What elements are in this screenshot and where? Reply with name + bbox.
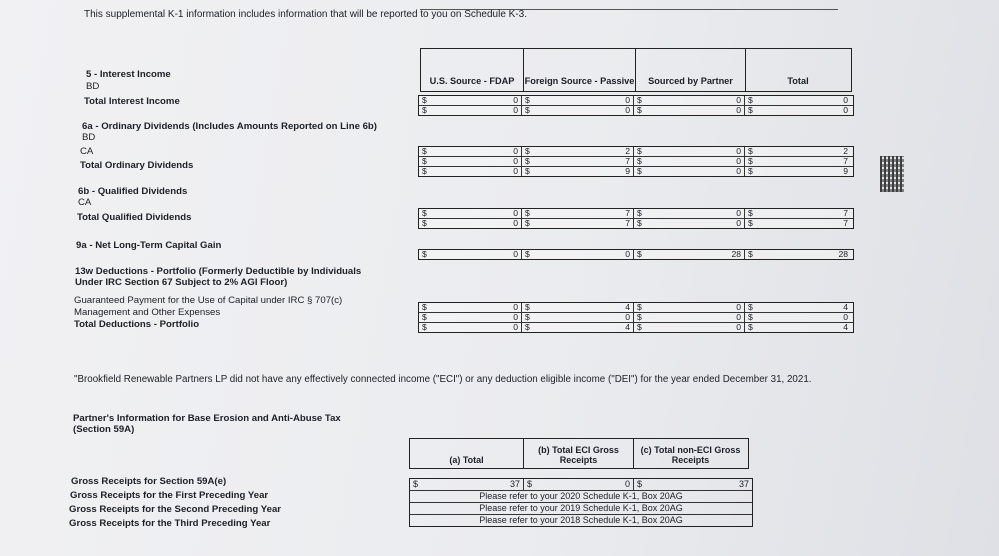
table-cell xyxy=(745,167,851,176)
dollar-sign: $ xyxy=(637,218,642,228)
dollar-sign: $ xyxy=(422,249,427,259)
dollar-sign: $ xyxy=(525,249,530,259)
cell-value: 0 xyxy=(736,105,741,115)
table-cell xyxy=(745,209,851,218)
cell-value: 0 xyxy=(843,105,848,115)
cell-value: 7 xyxy=(625,218,630,228)
cell-value: 0 xyxy=(736,146,741,156)
beat-value-eci: 0 xyxy=(624,479,630,489)
table-cell xyxy=(522,106,634,115)
dollar-sign: $ xyxy=(637,166,642,176)
dollar-sign: $ xyxy=(637,312,642,322)
cell-value: 0 xyxy=(625,249,630,259)
refer-text: Please refer to your 2020 Schedule K-1, Box 20AG xyxy=(479,491,683,501)
table-row xyxy=(419,106,853,115)
dollar-sign: $ xyxy=(422,208,427,218)
dollar-sign: $ xyxy=(748,302,753,312)
cell-value: 0 xyxy=(513,249,518,259)
table-cell xyxy=(745,147,851,156)
deductions-heading-2: Under IRC Section 67 Subject to 2% AGI Floor) xyxy=(75,277,288,288)
dollar-sign: $ xyxy=(422,166,427,176)
beat-table xyxy=(409,478,753,527)
table-cell xyxy=(745,106,851,115)
dividends-bd-label: BD xyxy=(82,132,96,143)
cell-value: 0 xyxy=(513,312,518,322)
dollar-sign: $ xyxy=(748,322,753,332)
cell-value: 9 xyxy=(843,166,848,176)
cell-value: 0 xyxy=(736,312,741,322)
dollar-sign: $ xyxy=(748,208,753,218)
cell-value: 0 xyxy=(736,218,741,228)
deductions-heading-1: 13w Deductions - Portfolio (Formerly Deductible by Individuals xyxy=(75,266,362,277)
refer-text: Please refer to your 2019 Schedule K-1, Box 20AG xyxy=(479,503,683,513)
cell-value: 0 xyxy=(513,105,518,115)
dollar-sign: $ xyxy=(422,322,427,332)
dollar-sign: $ xyxy=(748,166,753,176)
cell-value: 7 xyxy=(625,156,630,166)
table-row xyxy=(419,167,853,176)
cell-value: 7 xyxy=(843,156,848,166)
dollar-sign: $ xyxy=(525,166,530,176)
beat-title-1: Partner's Information for Base Erosion and Anti-Abuse Tax xyxy=(73,413,341,424)
table-cell xyxy=(634,219,745,228)
dollar-sign: $ xyxy=(525,322,530,332)
cell-value: 28 xyxy=(731,249,741,259)
beat-col-non-eci: (c) Total non-ECI Gross Receipts xyxy=(640,445,741,465)
cell-value: 0 xyxy=(736,166,741,176)
dollar-sign: $ xyxy=(748,146,753,156)
table-cell xyxy=(745,250,851,259)
interest-total-label: Total Interest Income xyxy=(84,96,180,107)
table-cell xyxy=(419,157,522,166)
dividends-heading: 6a - Ordinary Dividends (Includes Amounts Reported on Line 6b) xyxy=(82,121,377,132)
table-cell xyxy=(522,147,634,156)
beat-row-label: Gross Receipts for Section 59A(e) xyxy=(71,476,227,487)
dollar-sign: $ xyxy=(748,156,753,166)
dividends-table xyxy=(418,146,854,177)
table-cell xyxy=(634,147,745,156)
qr-code-icon xyxy=(880,156,904,192)
cell-value: 0 xyxy=(736,322,741,332)
dollar-sign: $ xyxy=(637,249,642,259)
dollar-sign: $ xyxy=(413,479,419,489)
dollar-sign: $ xyxy=(525,208,530,218)
cell-value: 0 xyxy=(736,208,741,218)
col-sourced-by-partner: Sourced by Partner xyxy=(636,49,746,91)
cell-value: 4 xyxy=(625,302,630,312)
table-cell xyxy=(522,303,634,312)
table-cell xyxy=(745,303,851,312)
table-cell xyxy=(522,157,634,166)
beat-refer-row xyxy=(410,491,752,503)
cell-value: 7 xyxy=(843,218,848,228)
eci-footnote: "Brookfield Renewable Partners LP did not have any effectively connected income ("ECI") or any deduction eligible income ("DEI") for the year ended December 31, 2021. xyxy=(74,374,812,385)
col-total: Total xyxy=(787,76,809,86)
cell-value: 2 xyxy=(625,146,630,156)
dollar-sign: $ xyxy=(525,218,530,228)
beat-row-label: Gross Receipts for the Second Preceding Year xyxy=(69,504,282,515)
cell-value: 0 xyxy=(513,218,518,228)
table-row xyxy=(419,303,853,313)
interest-heading: 5 - Interest Income xyxy=(86,69,171,80)
table-row xyxy=(419,323,853,332)
table-row xyxy=(419,250,853,259)
dollar-sign: $ xyxy=(637,105,642,115)
capital-gain-label: 9a - Net Long-Term Capital Gain xyxy=(76,240,222,251)
dollar-sign: $ xyxy=(422,302,427,312)
dollar-sign: $ xyxy=(422,105,427,115)
table-cell xyxy=(522,250,634,259)
dollar-sign: $ xyxy=(637,95,642,105)
cell-value: 0 xyxy=(513,166,518,176)
dollar-sign: $ xyxy=(637,156,642,166)
dollar-sign: $ xyxy=(422,312,427,322)
cell-value: 0 xyxy=(736,95,741,105)
cell-value: 0 xyxy=(513,156,518,166)
beat-header-box xyxy=(409,438,749,469)
cell-value: 28 xyxy=(838,249,848,259)
table-cell xyxy=(419,96,522,105)
table-cell xyxy=(522,167,634,176)
dollar-sign: $ xyxy=(637,146,642,156)
deductions-table xyxy=(418,302,854,333)
cell-value: 0 xyxy=(625,312,630,322)
dollar-sign: $ xyxy=(422,95,427,105)
beat-value-non-eci: 37 xyxy=(738,479,749,489)
cell-value: 0 xyxy=(513,146,518,156)
table-cell xyxy=(419,219,522,228)
cell-value: 0 xyxy=(513,95,518,105)
beat-refer-row xyxy=(410,503,752,515)
table-cell xyxy=(419,303,522,312)
table-cell xyxy=(419,106,522,115)
dollar-sign: $ xyxy=(637,479,643,489)
table-cell xyxy=(522,323,634,332)
table-cell xyxy=(419,147,522,156)
dollar-sign: $ xyxy=(527,479,533,489)
qualified-table xyxy=(418,208,854,229)
dollar-sign: $ xyxy=(525,146,530,156)
cell-value: 0 xyxy=(736,156,741,166)
deductions-gp-label: Guaranteed Payment for the Use of Capital under IRC § 707(c) xyxy=(74,295,343,306)
table-cell xyxy=(745,323,851,332)
qualified-heading: 6b - Qualified Dividends xyxy=(78,186,188,197)
cell-value: 2 xyxy=(843,146,848,156)
table-cell xyxy=(419,209,522,218)
table-cell xyxy=(522,219,634,228)
table-cell xyxy=(745,313,851,322)
deductions-mgmt-label: Management and Other Expenses xyxy=(74,307,221,318)
beat-row-label: Gross Receipts for the Third Preceding Year xyxy=(69,518,271,529)
table-cell xyxy=(634,250,745,259)
dollar-sign: $ xyxy=(525,95,530,105)
dollar-sign: $ xyxy=(748,95,753,105)
table-row xyxy=(419,147,853,157)
dollar-sign: $ xyxy=(748,312,753,322)
dollar-sign: $ xyxy=(422,218,427,228)
dollar-sign: $ xyxy=(525,302,530,312)
table-cell xyxy=(419,250,522,259)
table-cell xyxy=(634,209,745,218)
table-cell xyxy=(634,96,745,105)
beat-value-total: 37 xyxy=(509,479,520,489)
interest-bd-label: BD xyxy=(86,81,100,92)
col-foreign-source: Foreign Source - Passive xyxy=(524,49,636,91)
cell-value: 0 xyxy=(843,312,848,322)
cell-value: 4 xyxy=(843,302,848,312)
table-cell xyxy=(745,219,851,228)
table-row xyxy=(419,157,853,167)
cell-value: 0 xyxy=(625,105,630,115)
beat-values-row xyxy=(410,479,752,491)
dividends-ca-label: CA xyxy=(80,146,94,157)
table-row xyxy=(419,313,853,323)
beat-col-eci: (b) Total ECI Gross Receipts xyxy=(524,439,634,468)
cell-value: 7 xyxy=(625,208,630,218)
table-cell xyxy=(522,96,634,105)
table-cell xyxy=(634,313,745,322)
cell-value: 0 xyxy=(513,208,518,218)
dollar-sign: $ xyxy=(637,322,642,332)
dollar-sign: $ xyxy=(525,105,530,115)
col-us-source: U.S. Source - FDAP xyxy=(421,49,524,91)
table-cell xyxy=(745,96,851,105)
dollar-sign: $ xyxy=(748,218,753,228)
cell-value: 0 xyxy=(736,302,741,312)
qualified-ca-label: CA xyxy=(78,197,92,208)
interest-table xyxy=(418,95,854,116)
cell-value: 9 xyxy=(625,166,630,176)
dollar-sign: $ xyxy=(748,105,753,115)
table-cell xyxy=(634,106,745,115)
cell-value: 4 xyxy=(625,322,630,332)
beat-col-total: (a) Total xyxy=(410,439,524,468)
cell-value: 0 xyxy=(625,95,630,105)
table-cell xyxy=(745,157,851,166)
dollar-sign: $ xyxy=(422,156,427,166)
cell-value: 0 xyxy=(843,95,848,105)
deductions-total-label: Total Deductions - Portfolio xyxy=(74,319,200,330)
cell-value: 4 xyxy=(843,322,848,332)
beat-title-2: (Section 59A) xyxy=(73,424,135,435)
beat-row-label: Gross Receipts for the First Preceding Year xyxy=(70,490,269,501)
table-row xyxy=(419,209,853,219)
cell-value: 7 xyxy=(843,208,848,218)
dividends-total-label: Total Ordinary Dividends xyxy=(80,160,194,171)
table-cell xyxy=(522,313,634,322)
dollar-sign: $ xyxy=(748,249,753,259)
beat-refer-row xyxy=(410,515,752,526)
column-header-box xyxy=(420,48,852,92)
dollar-sign: $ xyxy=(525,156,530,166)
intro-text: This supplemental K-1 information includes information that will be reported to you on Schedule K-3. xyxy=(84,9,528,20)
table-row xyxy=(419,219,853,228)
capital-gain-table xyxy=(418,249,854,260)
cell-value: 0 xyxy=(513,322,518,332)
dollar-sign: $ xyxy=(637,208,642,218)
table-cell xyxy=(634,157,745,166)
table-row xyxy=(419,96,853,106)
qualified-total-label: Total Qualified Dividends xyxy=(77,212,192,223)
refer-text: Please refer to your 2018 Schedule K-1, Box 20AG xyxy=(479,515,683,525)
cell-value: 0 xyxy=(513,302,518,312)
dollar-sign: $ xyxy=(637,302,642,312)
table-cell xyxy=(419,323,522,332)
table-cell xyxy=(634,323,745,332)
table-cell xyxy=(419,167,522,176)
table-cell xyxy=(634,303,745,312)
dollar-sign: $ xyxy=(422,146,427,156)
dollar-sign: $ xyxy=(525,312,530,322)
table-cell xyxy=(522,209,634,218)
table-cell xyxy=(634,167,745,176)
table-cell xyxy=(419,313,522,322)
